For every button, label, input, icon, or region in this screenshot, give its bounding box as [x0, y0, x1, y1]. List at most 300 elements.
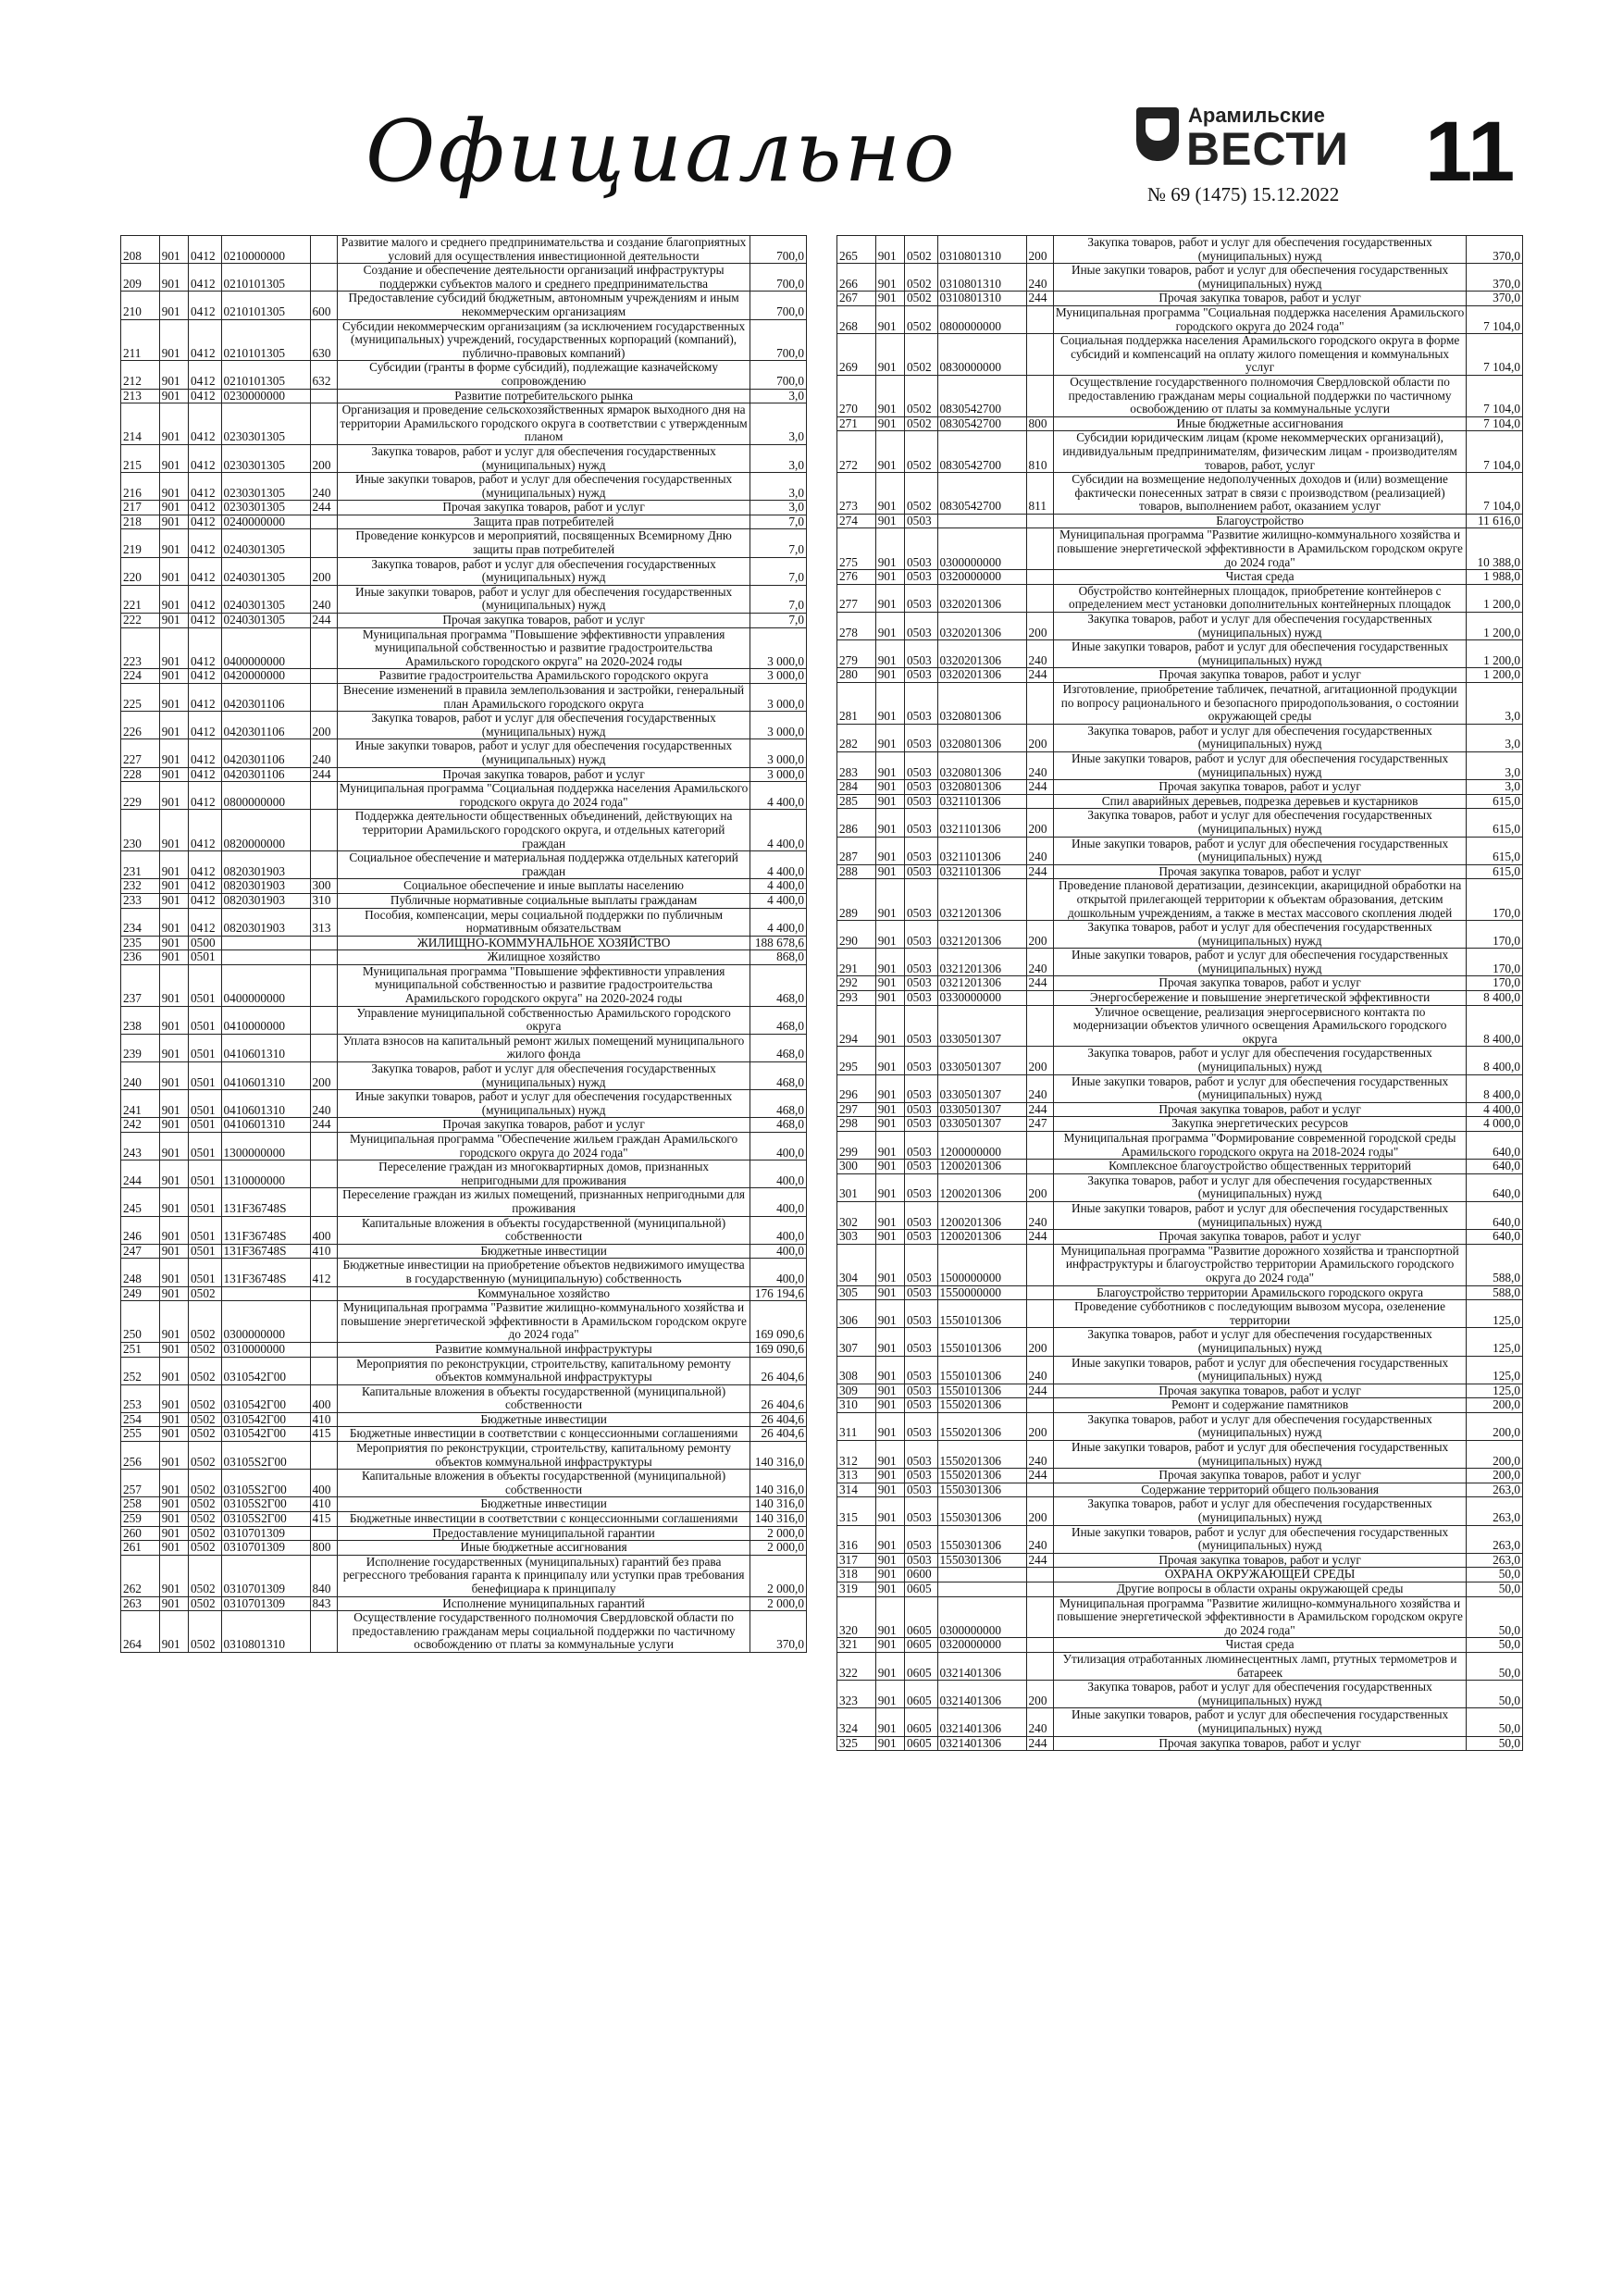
row-number-cell: 320 [837, 1596, 876, 1638]
amount-cell: 468,0 [750, 1006, 807, 1034]
row-number-cell: 324 [837, 1708, 876, 1736]
ministry-code-cell: 901 [875, 1328, 904, 1356]
item-name-cell: Закупка товаров, работ и услуг для обеспечения государственных (муниципальных) нужд [1053, 613, 1467, 640]
section-code-cell: 0502 [189, 1541, 221, 1556]
table-row [837, 864, 1523, 879]
expense-type-cell [1026, 528, 1053, 570]
target-article-cell: 1550101306 [937, 1356, 1026, 1384]
target-article-cell: 0420000000 [221, 669, 310, 684]
table-row [837, 837, 1523, 864]
row-number-cell: 316 [837, 1525, 876, 1553]
ministry-code-cell: 901 [159, 712, 188, 739]
target-article-cell: 03105S2Г00 [221, 1470, 310, 1497]
item-name-cell: Мероприятия по реконструкции, строительству, капитальному ремонту объектов коммунальной инфраструктуры [337, 1442, 750, 1470]
target-article-cell: 03105S2Г00 [221, 1497, 310, 1512]
item-name-cell: Иные закупки товаров, работ и услуг для обеспечения государственных (муниципальных) нужд [1053, 751, 1467, 779]
row-number-cell: 285 [837, 794, 876, 809]
amount-cell: 3,0 [750, 473, 807, 501]
target-article-cell [937, 1568, 1026, 1582]
ministry-code-cell: 901 [875, 236, 904, 264]
table-row [121, 1470, 807, 1497]
item-name-cell: Социальная поддержка населения Арамильского городского округа в форме субсидий и компенсаций на оплату жилого помещения и коммунальных услуг [1053, 334, 1467, 376]
amount-cell: 125,0 [1467, 1356, 1523, 1384]
amount-cell: 7,0 [750, 585, 807, 613]
amount-cell: 4 400,0 [750, 851, 807, 879]
target-article-cell: 0410601310 [221, 1118, 310, 1133]
row-number-cell: 238 [121, 1006, 160, 1034]
table-row [121, 361, 807, 389]
ministry-code-cell: 901 [159, 1118, 188, 1133]
section-code-cell: 0412 [189, 810, 221, 851]
table-row [121, 1497, 807, 1512]
table-row [837, 528, 1523, 570]
table-row [837, 375, 1523, 416]
table-row [837, 236, 1523, 264]
ministry-code-cell: 901 [875, 473, 904, 515]
expense-type-cell [310, 1034, 337, 1061]
target-article-cell: 0820301903 [221, 908, 310, 936]
expense-type-cell: 410 [310, 1412, 337, 1427]
row-number-cell: 289 [837, 879, 876, 921]
row-number-cell: 224 [121, 669, 160, 684]
section-code-cell: 0412 [189, 264, 221, 292]
expense-type-cell [310, 1301, 337, 1343]
ministry-code-cell: 901 [875, 1398, 904, 1413]
expense-type-cell [1026, 514, 1053, 528]
item-name-cell: Муниципальная программа "Формирование современной городской среды Арамильского городского округа на 2018-2024 годы" [1053, 1132, 1467, 1160]
row-number-cell: 261 [121, 1541, 160, 1556]
item-name-cell: Благоустройство территории Арамильского городского округа [1053, 1285, 1467, 1300]
row-number-cell: 292 [837, 976, 876, 991]
amount-cell: 4 400,0 [750, 810, 807, 851]
item-name-cell: Прочая закупка товаров, работ и услуг [1053, 292, 1467, 306]
expense-type-cell: 244 [1026, 864, 1053, 879]
row-number-cell: 240 [121, 1062, 160, 1090]
amount-cell: 400,0 [750, 1160, 807, 1188]
row-number-cell: 311 [837, 1412, 876, 1440]
row-number-cell: 249 [121, 1286, 160, 1301]
expense-type-cell: 840 [310, 1555, 337, 1596]
row-number-cell: 227 [121, 739, 160, 767]
expense-type-cell [310, 782, 337, 810]
section-code-cell: 0502 [189, 1470, 221, 1497]
target-article-cell: 0321101306 [937, 809, 1026, 837]
item-name-cell: Предоставление субсидий бюджетным, автономным учреждениям и иным некоммерческим организациям [337, 292, 750, 319]
target-article-cell: 0310701309 [221, 1541, 310, 1556]
item-name-cell: Бюджетные инвестиции в соответствии с концессионными соглашениями [337, 1427, 750, 1442]
table-row [121, 501, 807, 515]
amount-cell: 468,0 [750, 1062, 807, 1090]
row-number-cell: 305 [837, 1285, 876, 1300]
expense-type-cell [1026, 1638, 1053, 1653]
section-code-cell: 0412 [189, 851, 221, 879]
amount-cell: 125,0 [1467, 1328, 1523, 1356]
section-code-cell: 0503 [905, 780, 937, 795]
item-name-cell: Другие вопросы в области охраны окружающей среды [1053, 1582, 1467, 1597]
ministry-code-cell: 901 [875, 1652, 904, 1680]
target-article-cell: 0820301903 [221, 879, 310, 894]
item-name-cell: Чистая среда [1053, 1638, 1467, 1653]
table-row [837, 1102, 1523, 1117]
target-article-cell: 0320201306 [937, 584, 1026, 612]
ministry-code-cell: 901 [875, 1525, 904, 1553]
table-row [121, 1090, 807, 1118]
expense-type-cell: 415 [310, 1427, 337, 1442]
amount-cell: 400,0 [750, 1188, 807, 1216]
section-code-cell: 0501 [189, 950, 221, 965]
ministry-code-cell: 901 [875, 1244, 904, 1285]
amount-cell: 7 104,0 [1467, 416, 1523, 431]
item-name-cell: Исполнение муниципальных гарантий [337, 1596, 750, 1611]
amount-cell: 4 000,0 [1467, 1117, 1523, 1132]
target-article-cell: 0330000000 [937, 991, 1026, 1006]
item-name-cell: Иные закупки товаров, работ и услуг для обеспечения государственных (муниципальных) нужд [1053, 1708, 1467, 1736]
table-row [121, 950, 807, 965]
ministry-code-cell: 901 [875, 1047, 904, 1074]
item-name-cell: Закупка товаров, работ и услуг для обеспечения государственных (муниципальных) нужд [1053, 921, 1467, 949]
expense-type-cell: 200 [310, 444, 337, 472]
item-name-cell: Закупка товаров, работ и услуг для обеспечения государственных (муниципальных) нужд [1053, 724, 1467, 751]
amount-cell: 10 388,0 [1467, 528, 1523, 570]
row-number-cell: 274 [837, 514, 876, 528]
item-name-cell: Закупка товаров, работ и услуг для обеспечения государственных (муниципальных) нужд [1053, 236, 1467, 264]
amount-cell: 3,0 [750, 403, 807, 445]
target-article-cell: 1200201306 [937, 1230, 1026, 1245]
amount-cell: 468,0 [750, 1034, 807, 1061]
item-name-cell: Субсидии (гранты в форме субсидий), подлежащие казначейскому сопровождению [337, 361, 750, 389]
amount-cell: 169 090,6 [750, 1301, 807, 1343]
section-code-cell: 0503 [905, 683, 937, 725]
expense-type-cell: 810 [1026, 431, 1053, 473]
table-row [121, 1555, 807, 1596]
row-number-cell: 317 [837, 1553, 876, 1568]
expense-type-cell: 244 [1026, 1736, 1053, 1751]
amount-cell: 140 316,0 [750, 1512, 807, 1527]
table-row [121, 893, 807, 908]
expense-type-cell [1026, 794, 1053, 809]
section-code-cell: 0412 [189, 361, 221, 389]
item-name-cell: Спил аварийных деревьев, подрезка деревьев и кустарников [1053, 794, 1467, 809]
section-code-cell: 0502 [905, 334, 937, 376]
amount-cell: 3,0 [1467, 724, 1523, 751]
row-number-cell: 319 [837, 1582, 876, 1597]
target-article-cell: 0240301305 [221, 529, 310, 557]
amount-cell: 615,0 [1467, 794, 1523, 809]
ministry-code-cell: 901 [875, 1582, 904, 1597]
item-name-cell: Иные бюджетные ассигнования [337, 1541, 750, 1556]
expense-type-cell: 244 [1026, 976, 1053, 991]
row-number-cell: 300 [837, 1160, 876, 1174]
amount-cell: 263,0 [1467, 1483, 1523, 1497]
section-code-cell: 0502 [189, 1412, 221, 1427]
target-article-cell: 03105S2Г00 [221, 1442, 310, 1470]
row-number-cell: 208 [121, 236, 160, 264]
amount-cell: 2 000,0 [750, 1596, 807, 1611]
expense-type-cell [310, 810, 337, 851]
ministry-code-cell: 901 [159, 1384, 188, 1412]
item-name-cell: Субсидии юридическим лицам (кроме некоммерческих организаций), индивидуальным предпринимателям, физическим лицам - производителям товаров, работ, услуг [1053, 431, 1467, 473]
expense-type-cell: 200 [1026, 1412, 1053, 1440]
target-article-cell: 0230301305 [221, 473, 310, 501]
amount-cell: 200,0 [1467, 1398, 1523, 1413]
table-row [837, 1300, 1523, 1328]
target-article-cell [221, 950, 310, 965]
section-code-cell: 0412 [189, 444, 221, 472]
row-number-cell: 307 [837, 1328, 876, 1356]
section-code-cell: 0605 [905, 1582, 937, 1597]
section-code-cell: 0600 [905, 1568, 937, 1582]
target-article-cell: 0310701309 [221, 1596, 310, 1611]
amount-cell: 468,0 [750, 1090, 807, 1118]
item-name-cell: Прочая закупка товаров, работ и услуг [337, 501, 750, 515]
amount-cell: 3,0 [750, 501, 807, 515]
target-article-cell: 0320201306 [937, 613, 1026, 640]
ministry-code-cell: 901 [875, 1173, 904, 1201]
amount-cell: 3 000,0 [750, 712, 807, 739]
target-article-cell: 1550301306 [937, 1483, 1026, 1497]
target-article-cell: 0321401306 [937, 1681, 1026, 1708]
expense-type-cell: 313 [310, 908, 337, 936]
section-code-cell: 0503 [905, 1356, 937, 1384]
expense-type-cell: 200 [1026, 921, 1053, 949]
section-code-cell: 0502 [189, 1526, 221, 1541]
item-name-cell: Защита прав потребителей [337, 515, 750, 529]
expense-type-cell [1026, 683, 1053, 725]
row-number-cell: 270 [837, 375, 876, 416]
table-row [121, 1611, 807, 1653]
section-code-cell: 0501 [189, 1062, 221, 1090]
item-name-cell: Бюджетные инвестиции на приобретение объектов недвижимого имущества в государственную (муниципальную) собственность [337, 1259, 750, 1286]
table-row [121, 1034, 807, 1061]
table-row [121, 1160, 807, 1188]
table-row [837, 724, 1523, 751]
target-article-cell: 0310542Г00 [221, 1384, 310, 1412]
row-number-cell: 237 [121, 964, 160, 1006]
row-number-cell: 245 [121, 1188, 160, 1216]
expense-type-cell [310, 389, 337, 403]
table-row [121, 1412, 807, 1427]
item-name-cell: Содержание территорий общего пользования [1053, 1483, 1467, 1497]
expense-type-cell [310, 964, 337, 1006]
table-row [837, 1160, 1523, 1174]
section-code-cell: 0412 [189, 684, 221, 712]
table-row [121, 444, 807, 472]
target-article-cell: 1300000000 [221, 1133, 310, 1160]
ministry-code-cell: 901 [159, 1034, 188, 1061]
item-name-cell: Проведение конкурсов и мероприятий, посвященных Всемирному Дню защиты прав потребителей [337, 529, 750, 557]
row-number-cell: 219 [121, 529, 160, 557]
table-row [121, 614, 807, 628]
expense-type-cell: 244 [1026, 780, 1053, 795]
table-row [121, 585, 807, 613]
item-name-cell: Муниципальная программа "Социальная поддержка населения Арамильского городского округа до 2024 года" [337, 782, 750, 810]
ministry-code-cell: 901 [875, 1469, 904, 1483]
table-row [837, 1201, 1523, 1229]
section-code-cell: 0503 [905, 613, 937, 640]
target-article-cell: 1550201306 [937, 1469, 1026, 1483]
ministry-code-cell: 901 [875, 668, 904, 683]
amount-cell: 50,0 [1467, 1582, 1523, 1597]
target-article-cell: 0310801310 [937, 292, 1026, 306]
ministry-code-cell: 901 [159, 739, 188, 767]
target-article-cell: 0830000000 [937, 334, 1026, 376]
ministry-code-cell: 901 [159, 1259, 188, 1286]
section-code-cell: 0501 [189, 1216, 221, 1244]
amount-cell: 7,0 [750, 614, 807, 628]
row-number-cell: 267 [837, 292, 876, 306]
expense-type-cell: 200 [310, 1062, 337, 1090]
expense-type-cell: 410 [310, 1244, 337, 1259]
ministry-code-cell: 901 [875, 1483, 904, 1497]
section-code-cell: 0503 [905, 1244, 937, 1285]
ministry-code-cell: 901 [159, 1090, 188, 1118]
row-number-cell: 276 [837, 570, 876, 585]
target-article-cell: 0330501307 [937, 1005, 1026, 1047]
expense-type-cell: 244 [310, 614, 337, 628]
row-number-cell: 299 [837, 1132, 876, 1160]
row-number-cell: 212 [121, 361, 160, 389]
table-row [121, 851, 807, 879]
ministry-code-cell: 901 [875, 683, 904, 725]
expense-type-cell: 200 [1026, 1047, 1053, 1074]
item-name-cell: Иные закупки товаров, работ и услуг для обеспечения государственных (муниципальных) нужд [1053, 949, 1467, 976]
table-row [837, 1441, 1523, 1469]
expense-type-cell: 244 [1026, 292, 1053, 306]
table-row [121, 1118, 807, 1133]
ministry-code-cell: 901 [875, 1005, 904, 1047]
expense-type-cell: 240 [310, 1090, 337, 1118]
row-number-cell: 291 [837, 949, 876, 976]
amount-cell: 176 194,6 [750, 1286, 807, 1301]
table-row [837, 1497, 1523, 1525]
table-row [837, 921, 1523, 949]
item-name-cell: Осуществление государственного полномочия Свердловской области по предоставлению гражданам меры социальной поддержки по частичному освобождению от платы за коммунальные услуги [1053, 375, 1467, 416]
ministry-code-cell: 901 [159, 361, 188, 389]
table-row [837, 1553, 1523, 1568]
row-number-cell: 210 [121, 292, 160, 319]
ministry-code-cell: 901 [875, 1102, 904, 1117]
section-code-cell: 0412 [189, 879, 221, 894]
ministry-code-cell: 901 [875, 1384, 904, 1398]
amount-cell: 640,0 [1467, 1160, 1523, 1174]
ministry-code-cell: 901 [875, 431, 904, 473]
table-row [121, 389, 807, 403]
table-row [837, 1469, 1523, 1483]
section-code-cell: 0503 [905, 837, 937, 864]
amount-cell: 50,0 [1467, 1681, 1523, 1708]
table-row [121, 1427, 807, 1442]
section-code-cell: 0503 [905, 976, 937, 991]
expense-type-cell: 240 [1026, 949, 1053, 976]
section-code-cell: 0503 [905, 584, 937, 612]
expense-type-cell [1026, 1300, 1053, 1328]
ministry-code-cell: 901 [159, 1442, 188, 1470]
target-article-cell: 1500000000 [937, 1244, 1026, 1285]
row-number-cell: 295 [837, 1047, 876, 1074]
item-name-cell: Организация и проведение сельскохозяйственных ярмарок выходного дня на территории Арамильского городского округа в соответствии с утвержденным планом [337, 403, 750, 445]
budget-table-right-column [836, 235, 1523, 1751]
row-number-cell: 258 [121, 1497, 160, 1512]
section-code-cell: 0501 [189, 1118, 221, 1133]
row-number-cell: 241 [121, 1090, 160, 1118]
amount-cell: 588,0 [1467, 1285, 1523, 1300]
amount-cell: 2 000,0 [750, 1526, 807, 1541]
expense-type-cell: 200 [310, 557, 337, 585]
table-row [837, 780, 1523, 795]
row-number-cell: 304 [837, 1244, 876, 1285]
table-row [837, 1596, 1523, 1638]
section-code-cell: 0501 [189, 1133, 221, 1160]
amount-cell: 50,0 [1467, 1568, 1523, 1582]
amount-cell: 8 400,0 [1467, 1005, 1523, 1047]
expense-type-cell [310, 950, 337, 965]
section-code-cell: 0501 [189, 1090, 221, 1118]
table-row [121, 1216, 807, 1244]
amount-cell: 640,0 [1467, 1173, 1523, 1201]
ministry-code-cell: 901 [159, 1006, 188, 1034]
row-number-cell: 211 [121, 319, 160, 361]
row-number-cell: 236 [121, 950, 160, 965]
item-name-cell: Прочая закупка товаров, работ и услуг [1053, 1553, 1467, 1568]
section-code-cell: 0503 [905, 724, 937, 751]
row-number-cell: 283 [837, 751, 876, 779]
section-code-cell: 0503 [905, 1173, 937, 1201]
ministry-code-cell: 901 [159, 403, 188, 445]
expense-type-cell [1026, 879, 1053, 921]
section-code-cell: 0503 [905, 1102, 937, 1117]
item-name-cell: Закупка товаров, работ и услуг для обеспечения государственных (муниципальных) нужд [1053, 1173, 1467, 1201]
expense-type-cell: 240 [310, 585, 337, 613]
target-article-cell: 0310801310 [221, 1611, 310, 1653]
ministry-code-cell: 901 [159, 1412, 188, 1427]
row-number-cell: 242 [121, 1118, 160, 1133]
ministry-code-cell: 901 [159, 1541, 188, 1556]
target-article-cell: 0410601310 [221, 1090, 310, 1118]
ministry-code-cell: 901 [875, 921, 904, 949]
expense-type-cell [310, 264, 337, 292]
expense-type-cell: 240 [310, 473, 337, 501]
target-article-cell: 1550301306 [937, 1553, 1026, 1568]
item-name-cell: Утилизация отработанных люминесцентных ламп, ртутных термометров и батареек [1053, 1652, 1467, 1680]
table-row [837, 751, 1523, 779]
expense-type-cell: 244 [1026, 1230, 1053, 1245]
amount-cell: 170,0 [1467, 921, 1523, 949]
section-code-cell: 0605 [905, 1652, 937, 1680]
ministry-code-cell: 901 [159, 810, 188, 851]
expense-type-cell [310, 1133, 337, 1160]
section-code-cell: 0501 [189, 1188, 221, 1216]
expense-type-cell [310, 1286, 337, 1301]
row-number-cell: 243 [121, 1133, 160, 1160]
amount-cell: 700,0 [750, 292, 807, 319]
target-article-cell: 0321101306 [937, 864, 1026, 879]
ministry-code-cell: 901 [159, 1342, 188, 1357]
target-article-cell: 131F36748S [221, 1216, 310, 1244]
row-number-cell: 297 [837, 1102, 876, 1117]
target-article-cell: 0321101306 [937, 794, 1026, 809]
row-number-cell: 266 [837, 264, 876, 292]
expense-type-cell: 240 [1026, 264, 1053, 292]
section-code-cell: 0503 [905, 514, 937, 528]
target-article-cell: 1550301306 [937, 1497, 1026, 1525]
target-article-cell [221, 1286, 310, 1301]
row-number-cell: 209 [121, 264, 160, 292]
ministry-code-cell: 901 [875, 1117, 904, 1132]
target-article-cell: 0321401306 [937, 1708, 1026, 1736]
row-number-cell: 214 [121, 403, 160, 445]
ministry-code-cell: 901 [875, 264, 904, 292]
ministry-code-cell: 901 [875, 1568, 904, 1582]
